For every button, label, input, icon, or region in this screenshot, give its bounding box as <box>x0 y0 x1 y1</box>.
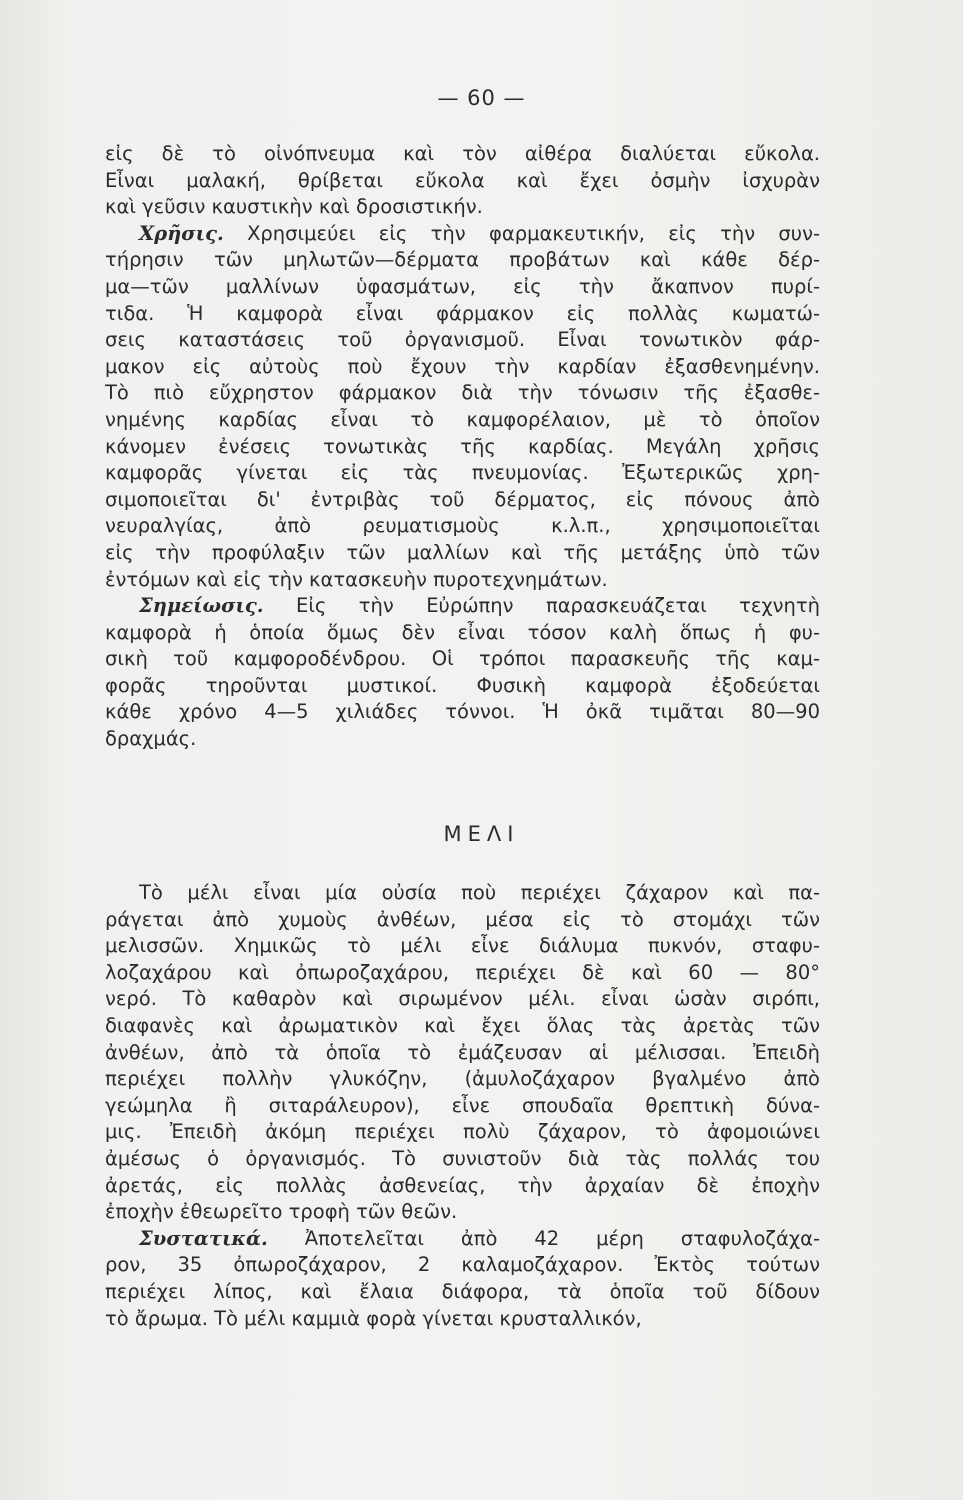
text-line: ἐποχὴν ἐθεωρεῖτο τροφὴ τῶν θεῶν. <box>105 1200 458 1224</box>
text-line: νευραλγίας, ἀπὸ ρευματισμοὺς κ.λ.π., χρησιμοποιεῖται <box>105 514 820 538</box>
camphor-text-block <box>105 141 820 753</box>
text-line: περιέχει πολλὴν γλυκόζην, (ἀμυλοζάχαρον βγαλμένο ἀπὸ <box>105 1067 820 1091</box>
text-line: μακον εἰς αὐτοὺς ποὺ ἔχουν τὴν καρδίαν ἐξασθενημένην. <box>105 354 820 378</box>
text-line: μις. Ἐπειδὴ ἀκόμη περιέχει πολὺ ζάχαρον, τὸ ἀφομοιώνει <box>105 1120 820 1144</box>
text-line: Τὸ μέλι εἶναι μία οὐσία ποὺ περιέχει ζάχαρον καὶ πα- <box>139 881 820 904</box>
text-line: καμφορὰ ἡ ὁποία ὅμως δὲν εἶναι τόσον καλὴ ὅπως ἡ φυ- <box>105 620 820 644</box>
text-line: τήρησιν τῶν μηλωτῶν—δέρματα προβάτων καὶ κάθε δέρ- <box>105 248 820 272</box>
text-line: γεώμηλα ἢ σιταράλευρον), εἶνε σπουδαῖα θρεπτικὴ δύνα- <box>105 1093 820 1117</box>
text-line: κάθε χρόνο 4—5 χιλιάδες τόννοι. Ἡ ὀκᾶ τιμᾶται 80—90 <box>105 700 820 724</box>
paragraph-lead-simeiosis: Σημείωσις. <box>139 594 264 618</box>
paragraph-systatika-first-line <box>105 1226 820 1253</box>
paragraph-lead-chrisis: Χρῆσις. <box>139 221 224 245</box>
text-line: σικὴ τοῦ καμφοροδένδρου. Οἱ τρόποι παρασκευῆς τῆς καμ- <box>105 647 820 671</box>
text-line: τιδα. Ἡ καμφορὰ εἶναι φάρμακον εἰς πολλὰς κωματώ- <box>105 301 820 325</box>
text-line: σιμοποιεῖται δι' ἐντριβὰς τοῦ δέρματος, εἰς πόνους ἀπὸ <box>105 487 820 511</box>
text-line: εἰς τὴν προφύλαξιν τῶν μαλλίων καὶ τῆς μετάξης ὑπὸ τῶν <box>105 540 820 564</box>
text-line: ρον, 35 ὀπωροζάχαρον, 2 καλαμοζάχαρον. Ἐκτὸς τούτων <box>105 1253 820 1277</box>
paragraph-simeiosis-first-line <box>105 593 820 620</box>
text-line: περιέχει λίπος, καὶ ἔλαια διάφορα, τὰ ὁποῖα τοῦ δίδουν <box>105 1279 820 1303</box>
text-line: μα—τῶν μαλλίνων ὑφασμάτων, εἰς τὴν ἄκαπνον πυρί- <box>105 274 820 298</box>
text-line: λοζαχάρου καὶ ὀπωροζαχάρου, περιέχει δὲ καὶ 60 — 80° <box>105 960 820 984</box>
text-line: ἀρετάς, εἰς πολλὰς ἀσθενείας, τὴν ἀρχαίαν δὲ ἐποχὴν <box>105 1173 820 1197</box>
text-line: φορᾶς τηροῦνται μυστικοί. Φυσικὴ καμφορὰ ἐξοδεύεται <box>105 673 820 697</box>
text-line: ἐντόμων καὶ εἰς τὴν κατασκευὴν πυροτεχνημάτων. <box>105 567 608 591</box>
page-number: — 60 — <box>437 86 526 110</box>
text-line: σεις καταστάσεις τοῦ ὀργανισμοῦ. Εἶναι τονωτικὸν φάρ- <box>105 328 820 352</box>
text-line: εἰς δὲ τὸ οἰνόπνευμα καὶ τὸν αἰθέρα διαλύεται εὔκολα. <box>105 142 820 165</box>
text-line: δραχμάς. <box>105 727 197 751</box>
text-line: ἀνθέων, ἀπὸ τὰ ὁποῖα τὸ ἐμάζευσαν αἱ μέλισσαι. Ἐπειδὴ <box>105 1040 820 1064</box>
text-line: νερό. Τὸ καθαρὸν καὶ σιρωμένον μέλι. εἶναι ὡσὰν σιρόπι, <box>105 987 820 1011</box>
honey-text-block <box>105 880 820 1332</box>
text-line: Εἶναι μαλακή, θρίβεται εὔκολα καὶ ἔχει ὀσμὴν ἰσχυρὰν <box>105 168 820 192</box>
text-line: Τὸ πιὸ εὔχρηστον φάρμακον διὰ τὴν τόνωσιν τῆς ἐξασθε- <box>105 381 820 405</box>
text-line: τὸ ἄρωμα. Τὸ μέλι καμμιὰ φορὰ γίνεται κρυσταλλικόν, <box>105 1306 642 1330</box>
text-line: διαφανὲς καὶ ἀρωματικὸν καὶ ἔχει ὅλας τὰς ἀρετὰς τῶν <box>105 1013 820 1037</box>
paragraph-chrisis-first-line <box>105 221 820 248</box>
text-line: νημένης καρδίας εἶναι τὸ καμφορέλαιον, μὲ τὸ ὁποῖον <box>105 407 820 431</box>
section-title: ΜΕΛΙ <box>443 822 520 846</box>
text-span: Εἰς τὴν Εὐρώπην παρασκευάζεται τεχνητὴ <box>263 594 820 618</box>
text-line: καμφορᾶς γίνεται εἰς τὰς πνευμονίας. Ἐξωτερικῶς χρη- <box>105 461 820 485</box>
text-line: καὶ γεῦσιν καυστικὴν καὶ δροσιστικήν. <box>105 195 483 219</box>
text-line: ράγεται ἀπὸ χυμοὺς ἀνθέων, μέσα εἰς τὸ στομάχι τῶν <box>105 907 820 931</box>
paragraph-lead-systatika: Συστατικά. <box>139 1226 268 1250</box>
text-span: Ἀποτελεῖται ἀπὸ 42 μέρη σταφυλοζάχα- <box>267 1226 820 1250</box>
text-span: Χρησιμεύει εἰς τὴν φαρμακευτικήν, εἰς τὴν συν- <box>223 221 820 245</box>
text-line: μελισσῶν. Χημικῶς τὸ μέλι εἶνε διάλυμα πυκνόν, σταφυ- <box>105 934 820 958</box>
text-line: κάνομεν ἐνέσεις τονωτικὰς τῆς καρδίας. Μεγάλη χρῆσις <box>105 434 820 458</box>
text-line: ἀμέσως ὁ ὀργανισμός. Τὸ συνιστοῦν διὰ τὰς πολλάς του <box>105 1146 820 1170</box>
